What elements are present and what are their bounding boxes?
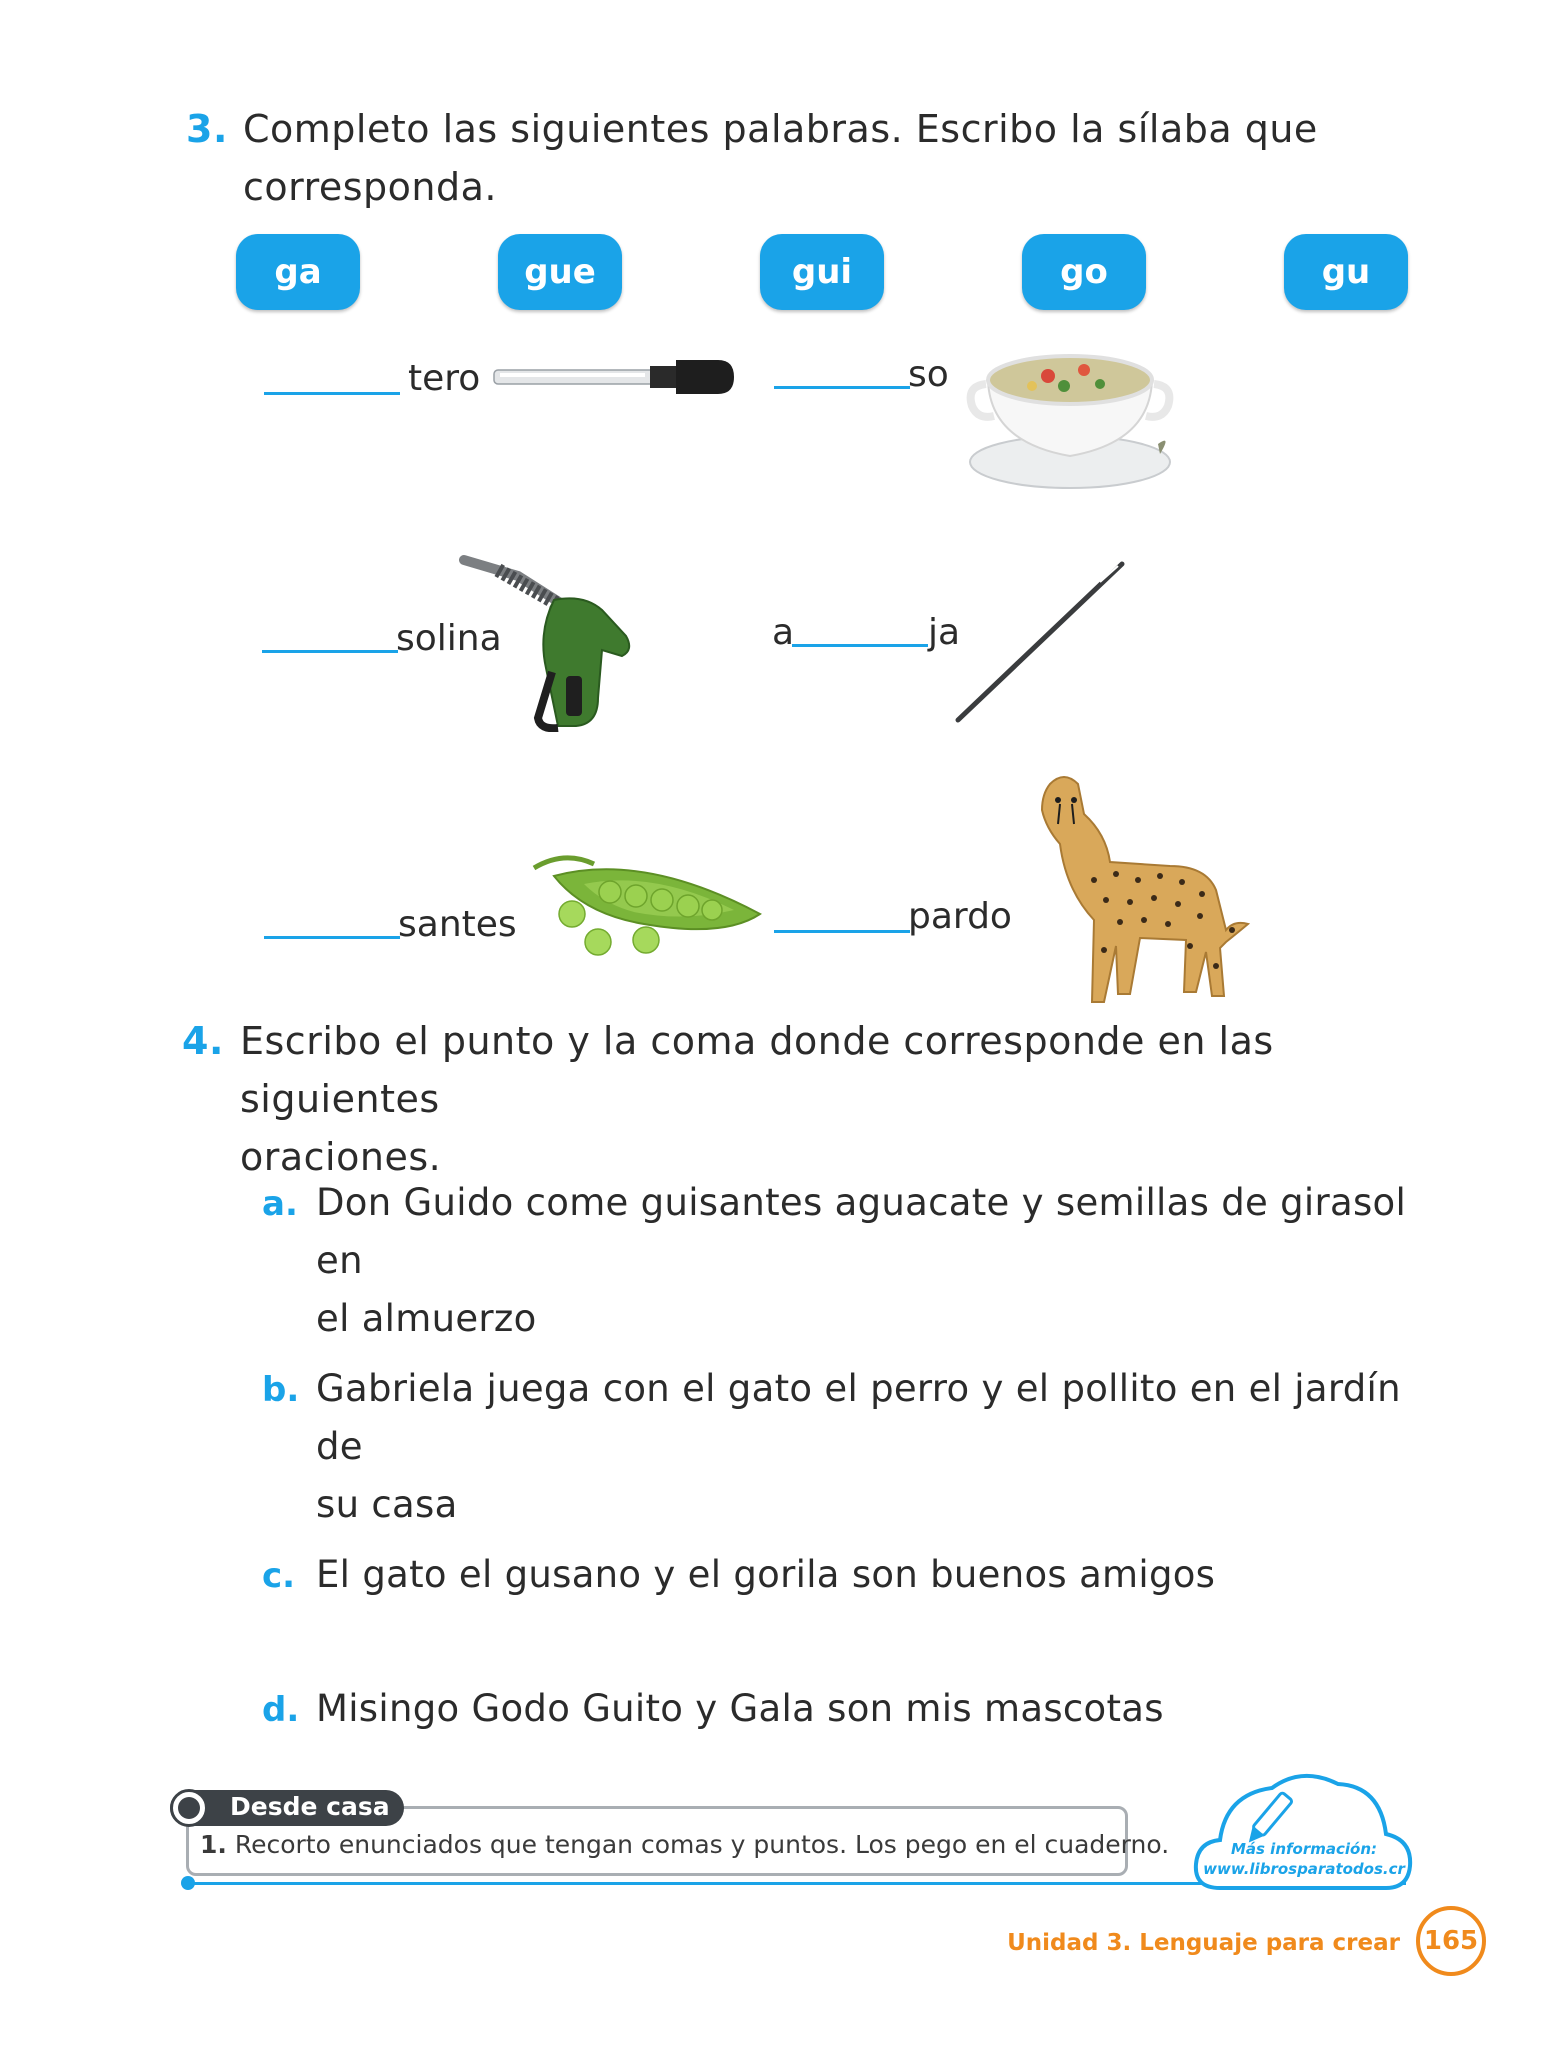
- word-suffix-1: tero: [408, 358, 481, 399]
- sentence-a-line2: el almuerzo: [316, 1297, 537, 1340]
- footer-unit: Unidad 3. Lenguaje para crear: [1007, 1930, 1400, 1956]
- sentence-b-line2: su casa: [316, 1483, 458, 1526]
- home-box-title: Desde casa: [230, 1792, 390, 1821]
- exercise-3-instruction-line1: Completo las siguientes palabras. Escribo la sílaba que: [243, 107, 1318, 151]
- page-number: 165: [1416, 1906, 1486, 1976]
- exercise-3-number: 3.: [186, 107, 228, 151]
- answer-blank-4[interactable]: [792, 644, 928, 647]
- sentence-letter-a: a.: [262, 1184, 298, 1224]
- answer-blank-6[interactable]: [774, 930, 910, 933]
- fuel-nozzle-icon: [458, 548, 668, 732]
- exercise-4-number: 4.: [182, 1019, 224, 1063]
- sentence-b: [316, 1360, 1436, 1534]
- answer-blank-5[interactable]: [264, 936, 400, 939]
- sentence-b-line1: Gabriela juega con el gato el perro y el pollito en el jardín de: [316, 1367, 1401, 1468]
- sentence-d: [316, 1680, 1436, 1738]
- syllable-chip-ga: ga: [236, 234, 360, 310]
- answer-blank-1[interactable]: [264, 392, 400, 395]
- word-suffix-6: pardo: [908, 896, 1012, 937]
- exercise-3-instruction: [243, 100, 1443, 216]
- syllable-chip-gui: gui: [760, 234, 884, 310]
- home-box-item-number: 1.: [200, 1830, 227, 1859]
- syllable-chip-gue: gue: [498, 234, 622, 310]
- home-box-bullet-dot: [178, 1797, 200, 1819]
- sentence-letter-d: d.: [262, 1690, 300, 1730]
- exercise-4-instruction: [240, 1012, 1460, 1186]
- word-prefix-4: a: [772, 612, 795, 653]
- sentence-d-line1: Misingo Godo Guito y Gala son mis mascotas: [316, 1687, 1164, 1730]
- word-suffix-5: santes: [398, 904, 517, 945]
- word-suffix-2: so: [908, 354, 949, 395]
- syllable-chip-gu: gu: [1284, 234, 1408, 310]
- home-box-item-text: Recorto enunciados que tengan comas y puntos. Los pego en el cuaderno.: [234, 1830, 1170, 1859]
- peas-icon: [524, 844, 770, 962]
- more-info-label: Más información:: [1230, 1840, 1377, 1858]
- divider-dot: [181, 1876, 195, 1890]
- sentence-a: [316, 1174, 1436, 1348]
- more-info-url[interactable]: www.librosparatodos.cr: [1203, 1860, 1405, 1878]
- answer-blank-3[interactable]: [262, 650, 398, 653]
- syllable-chip-go: go: [1022, 234, 1146, 310]
- sentence-c: [316, 1546, 1436, 1604]
- sentence-letter-c: c.: [262, 1556, 296, 1596]
- answer-blank-2[interactable]: [774, 386, 910, 389]
- word-suffix-4: ja: [928, 612, 961, 653]
- soup-bowl-icon: [960, 324, 1180, 494]
- dropper-icon: [490, 352, 740, 402]
- sentence-a-line1: Don Guido come guisantes aguacate y semillas de girasol en: [316, 1181, 1407, 1282]
- word-suffix-3: solina: [396, 618, 502, 659]
- exercise-4-instruction-line2: oraciones.: [240, 1135, 442, 1179]
- home-box-item: [200, 1830, 1169, 1859]
- sentence-c-line1: El gato el gusano y el gorila son buenos amigos: [316, 1553, 1216, 1596]
- cheetah-icon: [1020, 770, 1252, 1010]
- sentence-letter-b: b.: [262, 1370, 300, 1410]
- needle-icon: [950, 556, 1132, 726]
- exercise-4-instruction-line1: Escribo el punto y la coma donde corresponde en las siguientes: [240, 1019, 1274, 1121]
- exercise-3-instruction-line2: corresponda.: [243, 165, 498, 209]
